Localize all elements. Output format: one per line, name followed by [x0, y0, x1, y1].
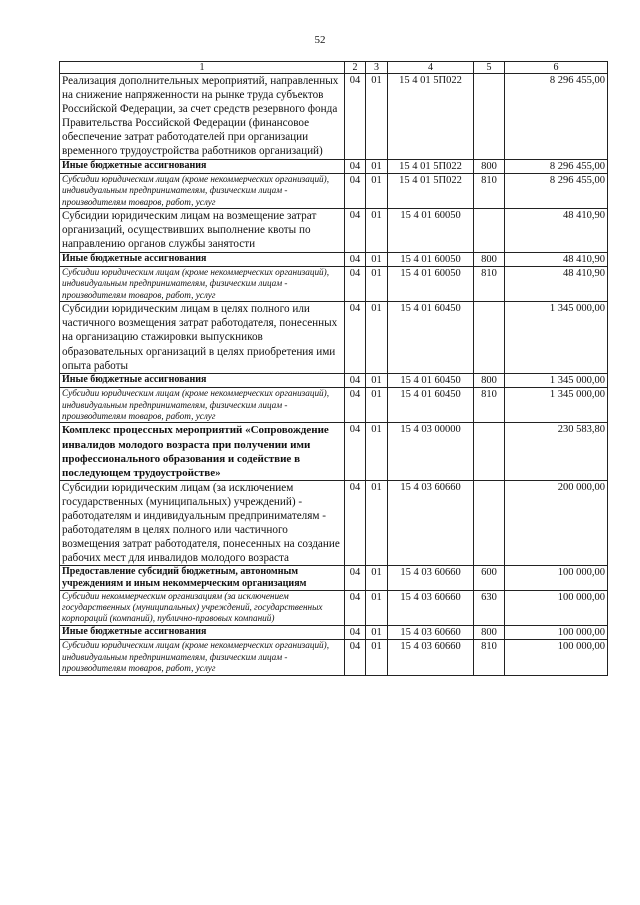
row-name-cell: Комплекс процессных мероприятий «Сопровождение инвалидов молодого возраста при получении ими профессионального образования и содействие в последующем трудоустройстве» — [60, 423, 345, 480]
header-cell: 3 — [366, 62, 388, 74]
target-article-cell: 15 4 03 60660 — [388, 625, 474, 640]
section-code-cell: 04 — [345, 640, 366, 675]
page-number: 52 — [314, 34, 326, 46]
target-article-cell: 15 4 03 60660 — [388, 566, 474, 590]
table-row — [60, 388, 608, 423]
row-name-cell: Субсидии юридическим лицам (кроме некоммерческих организаций), индивидуальным предпринимателям, физическим лицам - производителям товаров, работ, услуг — [60, 267, 345, 302]
row-name-cell: Субсидии юридическим лицам на возмещение затрат организаций, осуществивших выполнение квоты по направлению органов службы занятости — [60, 209, 345, 252]
subsection-code-cell: 01 — [366, 566, 388, 590]
table-header-row — [60, 62, 608, 74]
section-code-cell: 04 — [345, 74, 366, 160]
subsection-code-cell: 01 — [366, 480, 388, 566]
target-article-cell: 15 4 01 60450 — [388, 373, 474, 388]
header-cell: 2 — [345, 62, 366, 74]
amount-cell: 200 000,00 — [505, 480, 608, 566]
section-code-cell: 04 — [345, 373, 366, 388]
section-code-cell: 04 — [345, 267, 366, 302]
subsection-code-cell: 01 — [366, 590, 388, 625]
row-name-cell: Иные бюджетные ассигнования — [60, 373, 345, 388]
section-code-cell: 04 — [345, 252, 366, 267]
expense-type-cell: 810 — [474, 267, 505, 302]
expense-type-cell: 600 — [474, 566, 505, 590]
row-name-cell: Субсидии юридическим лицам (кроме некоммерческих организаций), индивидуальным предпринимателям, физическим лицам - производителям товаров, работ, услуг — [60, 174, 345, 209]
target-article-cell: 15 4 03 00000 — [388, 423, 474, 480]
row-name-cell: Субсидии юридическим лицам (за исключением государственных (муниципальных) учреждений) - работодателям и индивидуальным предпринимателям - работодателям в целях полного или частичного возмещения затрат работодателя, понесенных на создание рабочих мест для инвалидов молодого возраста — [60, 480, 345, 566]
section-code-cell: 04 — [345, 388, 366, 423]
table-row — [60, 590, 608, 625]
target-article-cell: 15 4 01 60050 — [388, 209, 474, 252]
expense-type-cell — [474, 74, 505, 160]
target-article-cell: 15 4 01 5П022 — [388, 74, 474, 160]
expense-type-cell: 630 — [474, 590, 505, 625]
amount-cell: 100 000,00 — [505, 640, 608, 675]
subsection-code-cell: 01 — [366, 625, 388, 640]
table-row — [60, 159, 608, 174]
target-article-cell: 15 4 03 60660 — [388, 590, 474, 625]
section-code-cell: 04 — [345, 159, 366, 174]
section-code-cell: 04 — [345, 209, 366, 252]
row-name-cell: Субсидии юридическим лицам (кроме некоммерческих организаций), индивидуальным предпринимателям, физическим лицам - производителям товаров, работ, услуг — [60, 640, 345, 675]
expense-type-cell — [474, 423, 505, 480]
section-code-cell: 04 — [345, 174, 366, 209]
section-code-cell: 04 — [345, 625, 366, 640]
subsection-code-cell: 01 — [366, 159, 388, 174]
header-cell: 4 — [388, 62, 474, 74]
subsection-code-cell: 01 — [366, 209, 388, 252]
amount-cell: 100 000,00 — [505, 625, 608, 640]
section-code-cell: 04 — [345, 480, 366, 566]
amount-cell: 8 296 455,00 — [505, 159, 608, 174]
table-row — [60, 625, 608, 640]
target-article-cell: 15 4 03 60660 — [388, 480, 474, 566]
row-name-cell: Реализация дополнительных мероприятий, направленных на снижение напряженности на рынке труда субъектов Российской Федерации, за счет средств резервного фонда Правительства Российской Федерации (финансовое обеспечение затрат работодателей при организации временного трудоустройства работников организаций) — [60, 74, 345, 160]
row-name-cell: Предоставление субсидий бюджетным, автономным учреждениям и иным некоммерческим организациям — [60, 566, 345, 590]
amount-cell: 100 000,00 — [505, 590, 608, 625]
table-row — [60, 209, 608, 252]
expense-type-cell: 800 — [474, 252, 505, 267]
table-row — [60, 252, 608, 267]
row-name-cell: Иные бюджетные ассигнования — [60, 252, 345, 267]
target-article-cell: 15 4 01 60450 — [388, 388, 474, 423]
row-name-cell: Иные бюджетные ассигнования — [60, 625, 345, 640]
amount-cell: 48 410,90 — [505, 209, 608, 252]
subsection-code-cell: 01 — [366, 423, 388, 480]
expense-type-cell: 810 — [474, 640, 505, 675]
table-row — [60, 74, 608, 160]
subsection-code-cell: 01 — [366, 252, 388, 267]
amount-cell: 1 345 000,00 — [505, 388, 608, 423]
table-row — [60, 566, 608, 590]
table-row — [60, 480, 608, 566]
expense-type-cell — [474, 302, 505, 373]
expense-type-cell: 810 — [474, 388, 505, 423]
section-code-cell: 04 — [345, 590, 366, 625]
subsection-code-cell: 01 — [366, 640, 388, 675]
budget-table — [59, 61, 608, 676]
amount-cell: 100 000,00 — [505, 566, 608, 590]
target-article-cell: 15 4 01 60450 — [388, 302, 474, 373]
section-code-cell: 04 — [345, 302, 366, 373]
expense-type-cell: 800 — [474, 159, 505, 174]
expense-type-cell: 800 — [474, 625, 505, 640]
row-name-cell: Иные бюджетные ассигнования — [60, 159, 345, 174]
row-name-cell: Субсидии некоммерческим организациям (за исключением государственных (муниципальных) учреждений, государственных корпораций (компаний), публично-правовых компаний) — [60, 590, 345, 625]
subsection-code-cell: 01 — [366, 174, 388, 209]
amount-cell: 230 583,80 — [505, 423, 608, 480]
subsection-code-cell: 01 — [366, 302, 388, 373]
subsection-code-cell: 01 — [366, 373, 388, 388]
subsection-code-cell: 01 — [366, 388, 388, 423]
target-article-cell: 15 4 01 60050 — [388, 252, 474, 267]
expense-type-cell — [474, 480, 505, 566]
table-row — [60, 174, 608, 209]
table-row — [60, 640, 608, 675]
section-code-cell: 04 — [345, 566, 366, 590]
subsection-code-cell: 01 — [366, 267, 388, 302]
expense-type-cell — [474, 209, 505, 252]
amount-cell: 8 296 455,00 — [505, 74, 608, 160]
target-article-cell: 15 4 01 5П022 — [388, 174, 474, 209]
table-row — [60, 302, 608, 373]
target-article-cell: 15 4 01 60050 — [388, 267, 474, 302]
header-cell: 1 — [60, 62, 345, 74]
subsection-code-cell: 01 — [366, 74, 388, 160]
amount-cell: 1 345 000,00 — [505, 373, 608, 388]
section-code-cell: 04 — [345, 423, 366, 480]
target-article-cell: 15 4 01 5П022 — [388, 159, 474, 174]
table-row — [60, 267, 608, 302]
row-name-cell: Субсидии юридическим лицам в целях полного или частичного возмещения затрат работодателя, понесенных на организацию стажировки выпускников образовательных организаций в целях приобретения ими опыта работы — [60, 302, 345, 373]
target-article-cell: 15 4 03 60660 — [388, 640, 474, 675]
table-row — [60, 373, 608, 388]
header-cell: 5 — [474, 62, 505, 74]
amount-cell: 48 410,90 — [505, 252, 608, 267]
expense-type-cell: 800 — [474, 373, 505, 388]
table-row — [60, 423, 608, 480]
amount-cell: 1 345 000,00 — [505, 302, 608, 373]
amount-cell: 8 296 455,00 — [505, 174, 608, 209]
header-cell: 6 — [505, 62, 608, 74]
row-name-cell: Субсидии юридическим лицам (кроме некоммерческих организаций), индивидуальным предпринимателям, физическим лицам - производителям товаров, работ, услуг — [60, 388, 345, 423]
amount-cell: 48 410,90 — [505, 267, 608, 302]
expense-type-cell: 810 — [474, 174, 505, 209]
